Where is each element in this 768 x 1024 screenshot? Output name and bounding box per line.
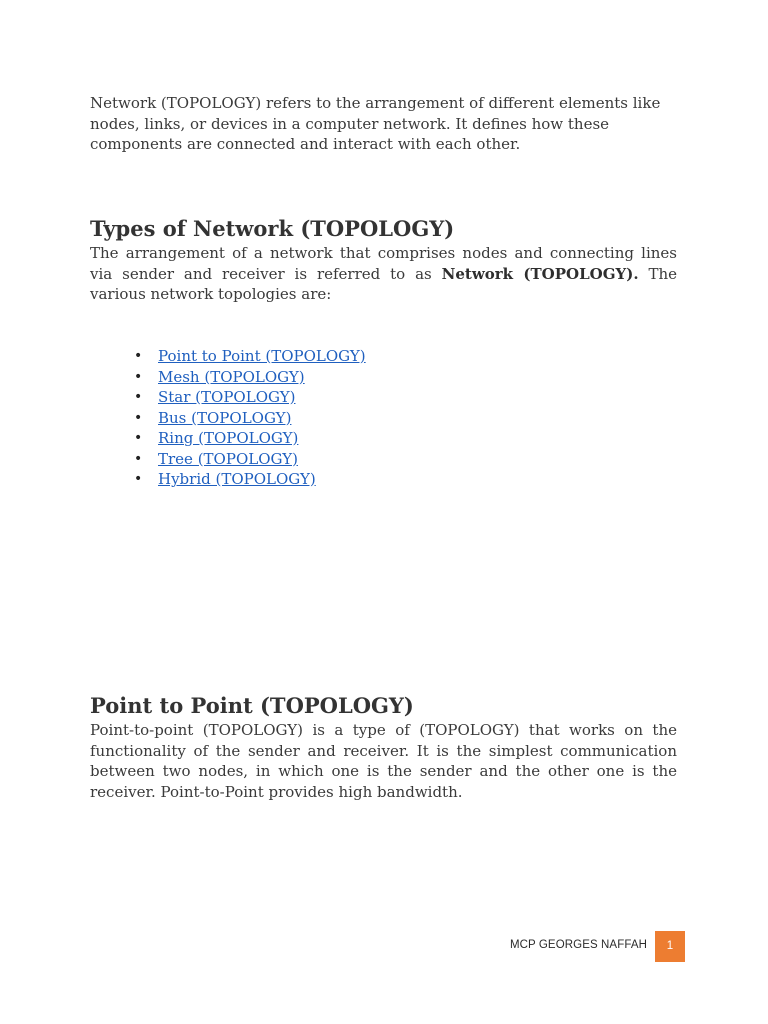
- list-item: [90, 428, 366, 449]
- topology-list: [90, 346, 366, 490]
- link-tree[interactable]: Tree (TOPOLOGY): [158, 449, 298, 468]
- bullet-icon: •: [134, 348, 143, 364]
- bullet-icon: •: [134, 409, 143, 426]
- list-item: [90, 387, 366, 408]
- link-ring[interactable]: Ring (TOPOLOGY): [158, 429, 299, 447]
- page-number-badge: 1: [655, 931, 685, 962]
- bullet-icon: •: [134, 471, 143, 487]
- list-item: [90, 367, 366, 388]
- footer-author: MCP GEORGES NAFFAH: [509, 939, 647, 951]
- link-point-to-point[interactable]: Point to Point (TOPOLOGY): [158, 347, 366, 365]
- list-item: [90, 449, 366, 470]
- types-heading: Types of Network (TOPOLOGY): [90, 216, 455, 241]
- bullet-icon: •: [134, 430, 143, 446]
- list-item: [90, 346, 366, 367]
- types-paragraph-text-start: The arrangement of a network that comprises nodes and connecting lines via sender and receiver is referred to as: [90, 244, 677, 283]
- types-paragraph-bold-term: Network (TOPOLOGY).: [441, 264, 639, 283]
- link-hybrid[interactable]: Hybrid (TOPOLOGY): [158, 470, 316, 488]
- list-item: [90, 469, 366, 490]
- types-paragraph-text-end: The various network topologies are:: [90, 264, 678, 303]
- link-star[interactable]: Star (TOPOLOGY): [158, 388, 296, 406]
- intro-paragraph: Network (TOPOLOGY) refers to the arrangement of different elements like nodes, links, or devices in a computer network. It defines how these components are connected and interact with each other.: [90, 94, 661, 153]
- bullet-icon: •: [134, 389, 143, 405]
- point-to-point-heading: Point to Point (TOPOLOGY): [90, 693, 414, 718]
- link-mesh[interactable]: Mesh (TOPOLOGY): [158, 367, 305, 386]
- point-to-point-paragraph: Point-to-point (TOPOLOGY) is a type of (TOPOLOGY) that works on the functionality of the sender and receiver. It is the simplest communication between two nodes, in which one is the sender and the other one is the receiver. Point-to-Point provides high bandwidth.: [90, 721, 677, 801]
- list-item: [90, 408, 366, 429]
- link-bus[interactable]: Bus (TOPOLOGY): [158, 408, 292, 427]
- types-paragraph: [90, 243, 677, 305]
- bullet-icon: •: [134, 368, 143, 385]
- bullet-icon: •: [134, 450, 143, 467]
